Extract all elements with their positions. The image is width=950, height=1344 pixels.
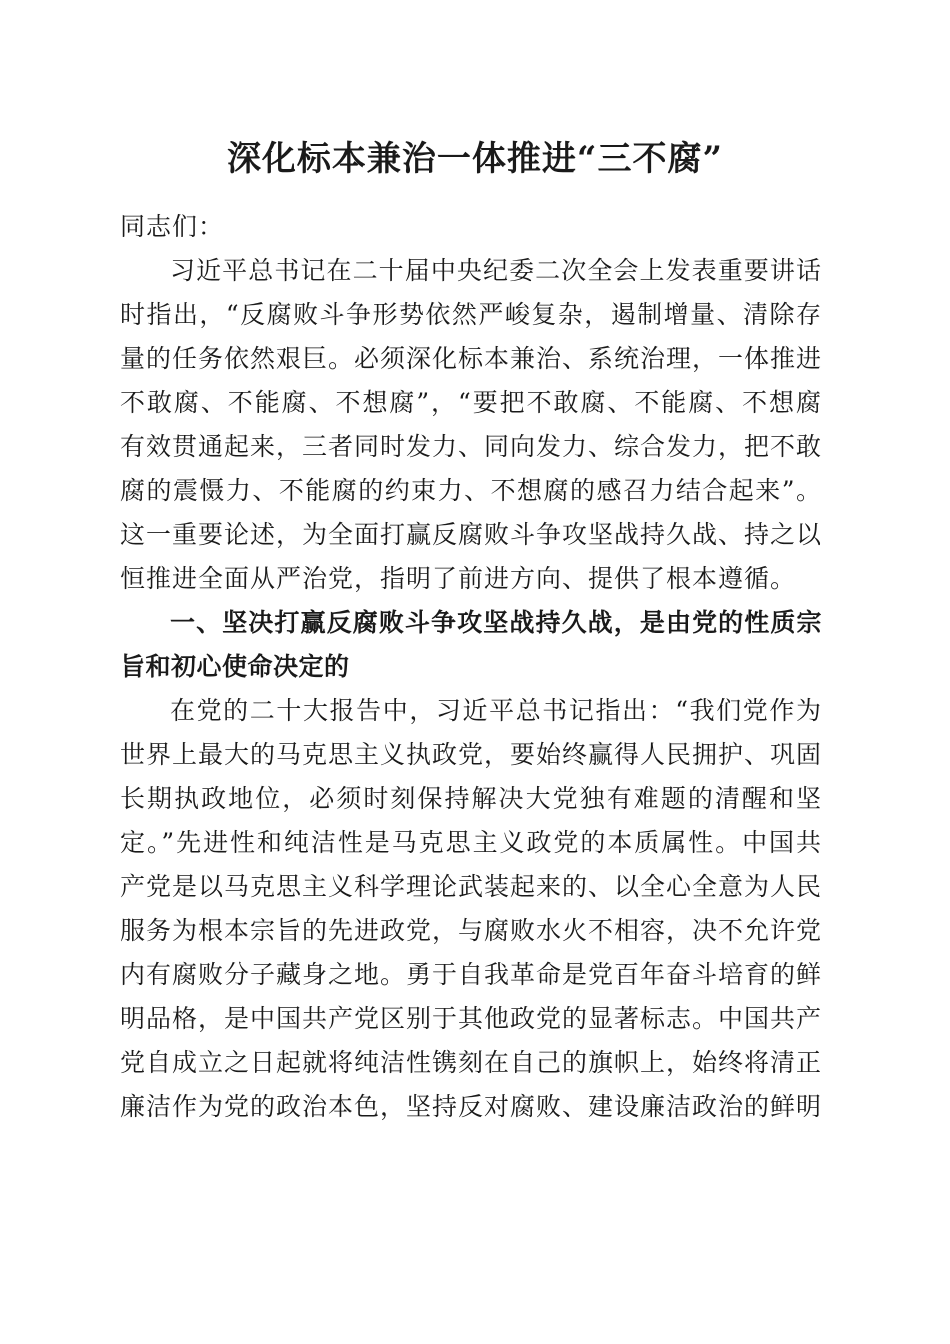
intro-paragraph: 习近平总书记在二十届中央纪委二次全会上发表重要讲话时指出，“反腐败斗争形势依然严峻复杂，遏制增量、清除存量的任务依然艰巨。必须深化标本兼治、系统治理，一体推进不敢腐、不能腐、不想腐”，“要把不敢腐、不能腐、不想腐有效贯通起来，三者同时发力、同向发力、综合发力，把不敢腐的震慑力、不能腐的约束力、不想腐的感召力结合起来”。这一重要论述，为全面打赢反腐败斗争攻坚战持久战、持之以恒推进全面从严治党，指明了前进方向、提供了根本遵循。 xyxy=(120,256,823,593)
salutation: 同志们： xyxy=(120,212,225,241)
section-1-paragraph: 在党的二十大报告中，习近平总书记指出：“我们党作为世界上最大的马克思主义执政党，要始终赢得人民拥护、巩固长期执政地位，必须时刻保持解决大党独有难题的清醒和坚定。”先进性和纯洁性是马克思主义政党的本质属性。中国共产党是以马克思主义科学理论武装起来的、以全心全意为人民服务为根本宗旨的先进政党，与腐败水火不相容，决不允许党内有腐败分子藏身之地。勇于自我革命是党百年奋斗培育的鲜明品格，是中国共产党区别于其他政党的显著标志。中国共产党自成立之日起就将纯洁性镌刻在自己的旗帜上，始终将清正廉洁作为党的政治本色，坚持反对腐败、建设廉洁政治的鲜明 xyxy=(120,696,823,1121)
section-heading-1: 一、坚决打赢反腐败斗争攻坚战持久战，是由党的性质宗旨和初心使命决定的 xyxy=(120,608,822,681)
document-title: 深化标本兼治一体推进“三不腐” xyxy=(226,139,724,179)
document-body xyxy=(120,200,822,1129)
